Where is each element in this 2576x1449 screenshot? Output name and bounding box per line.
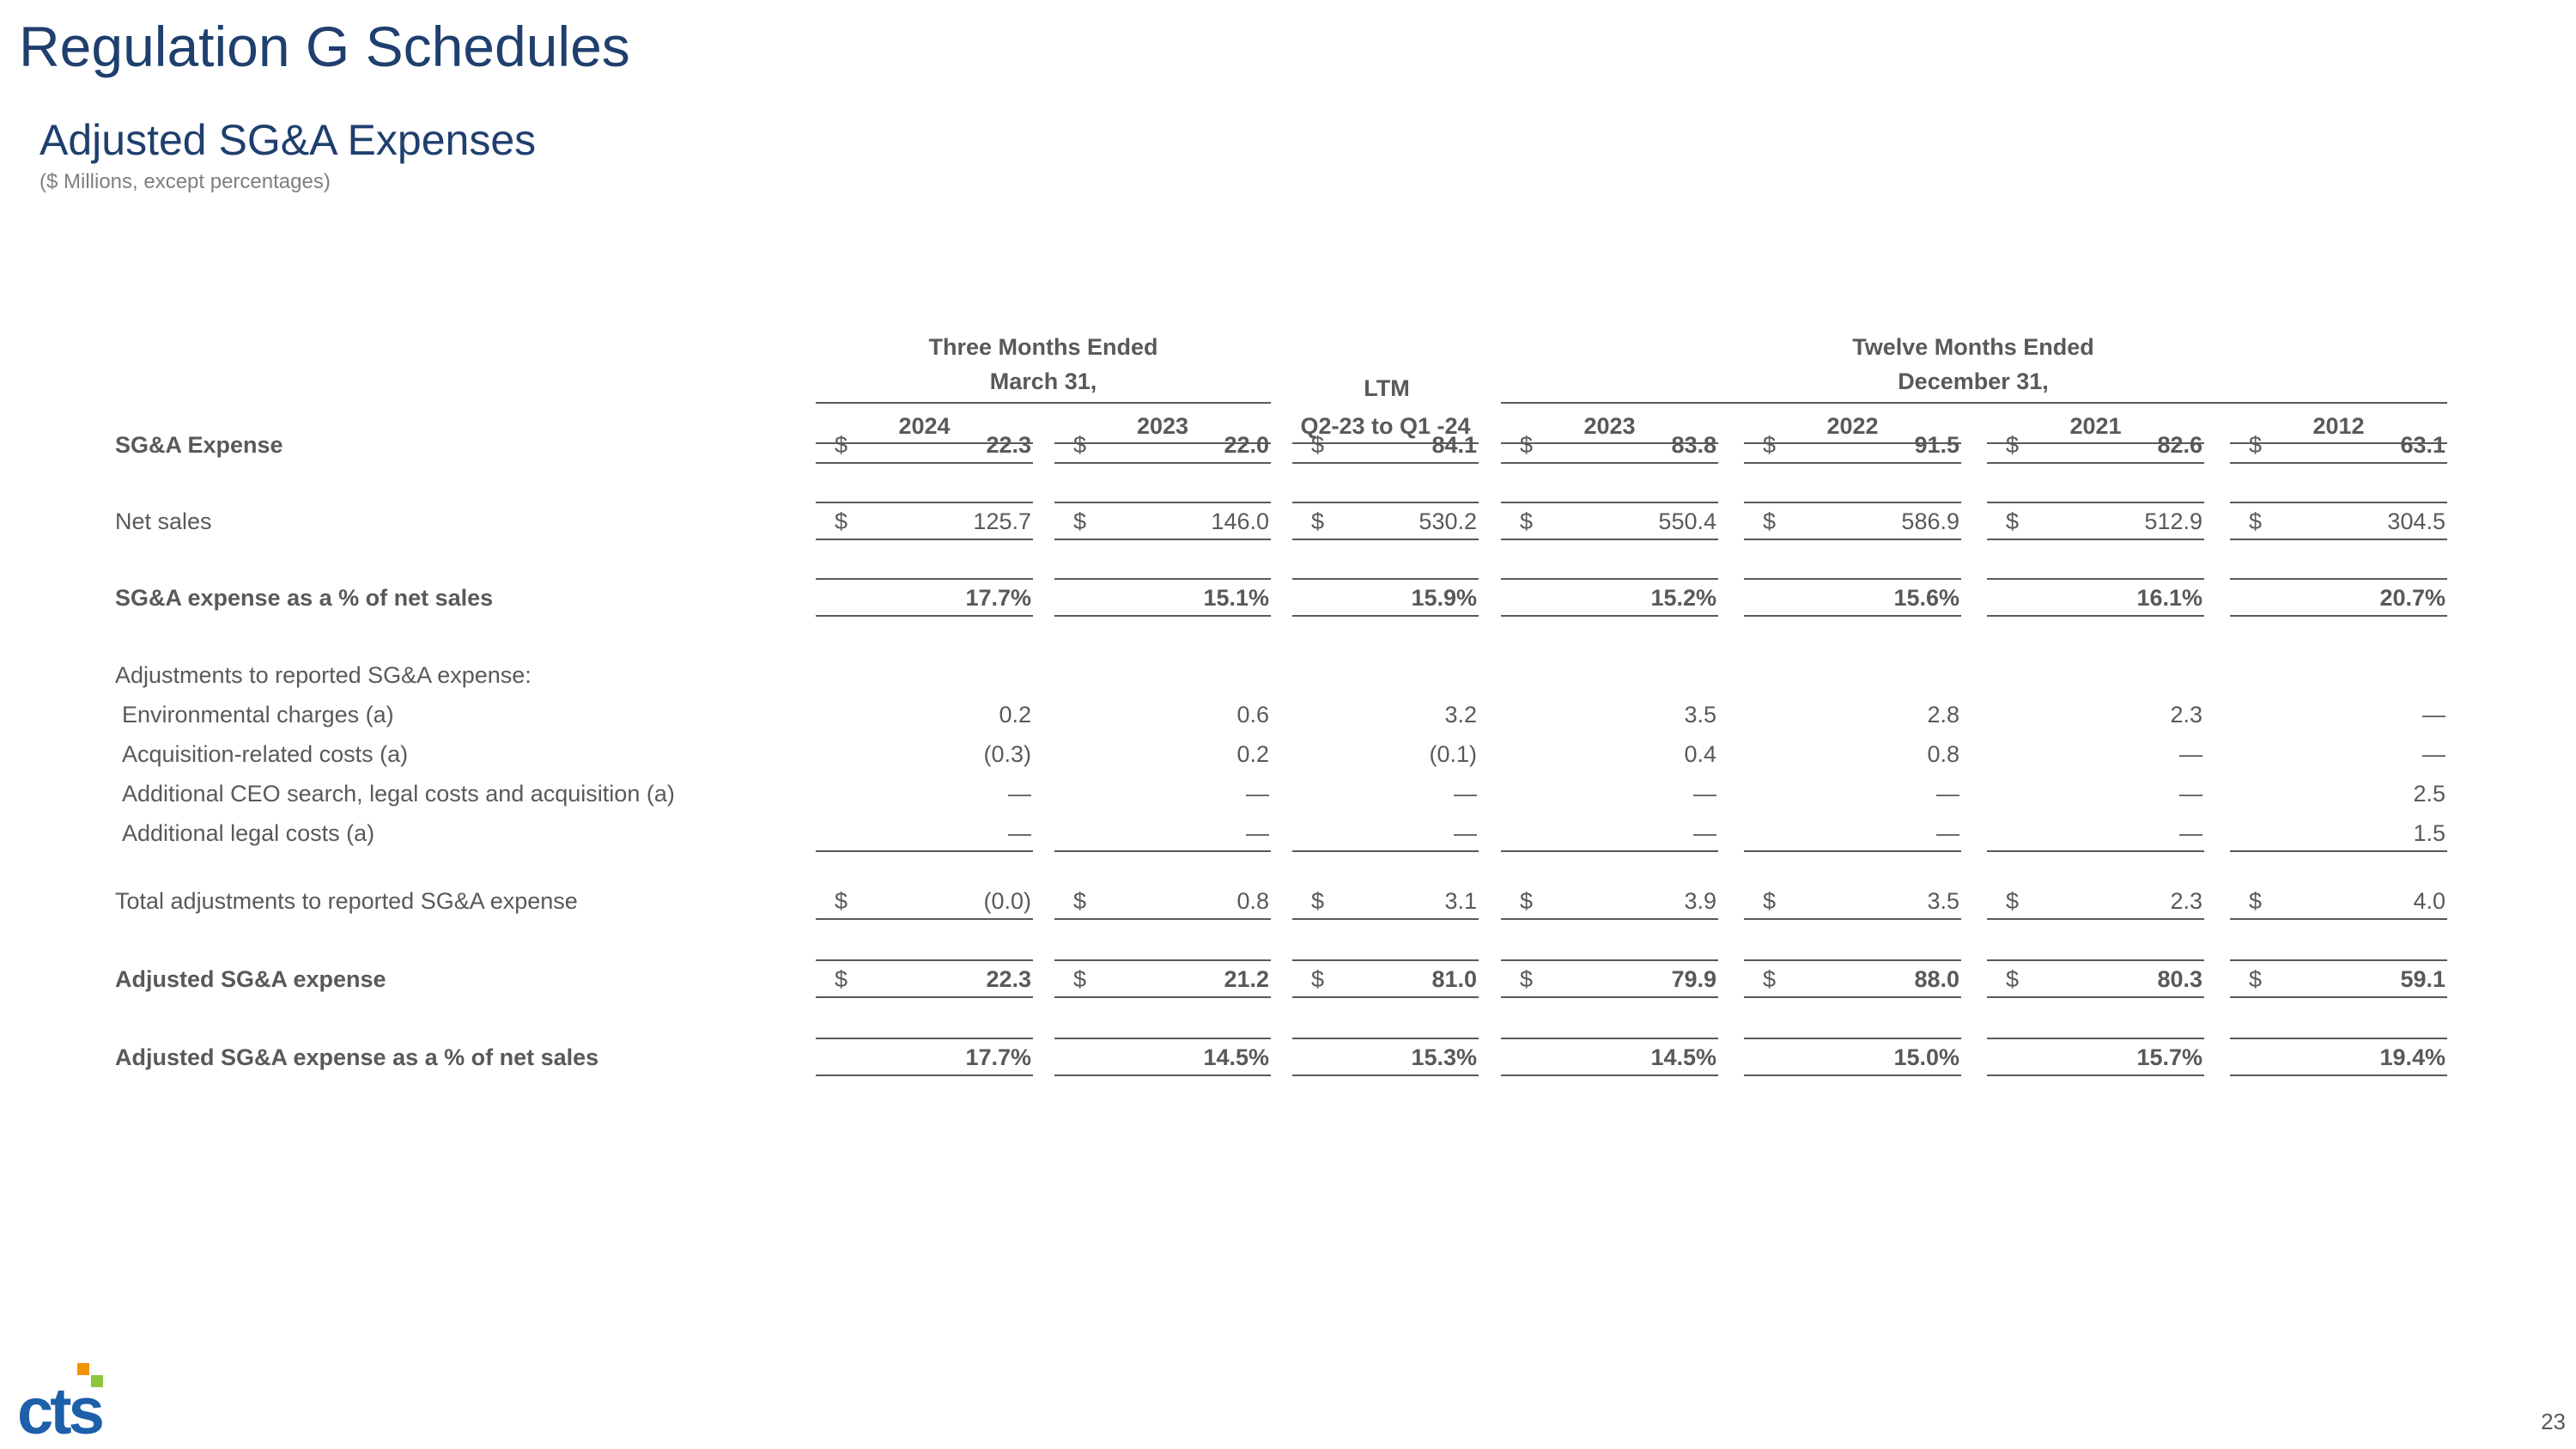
cell-overline: [1054, 578, 1271, 580]
table-cell: [1292, 697, 1479, 732]
table-cell: [1501, 884, 1718, 918]
cts-logo: [15, 1361, 153, 1439]
row-label: Total adjustments to reported SG&A expense: [115, 888, 578, 914]
cell-underline: [816, 1075, 1033, 1076]
cell-underline: [1501, 850, 1718, 852]
table-cell: [1501, 816, 1718, 850]
row-label: SG&A expense as a % of net sales: [115, 585, 494, 611]
table-cell: [1501, 1040, 1718, 1075]
cell-value: 22.3: [986, 432, 1031, 458]
cell-underline: [1292, 539, 1479, 540]
cell-value: 80.3: [2157, 966, 2202, 992]
cell-overline: [2230, 1038, 2447, 1039]
dollar-sign: $: [1311, 966, 1325, 992]
table-cell: [1744, 504, 1961, 539]
cell-value: 19.4%: [2379, 1044, 2445, 1070]
table-cell: [816, 816, 1033, 850]
row-label: Additional CEO search, legal costs and acquisition (a): [122, 781, 675, 807]
cell-overline: [1501, 578, 1718, 580]
dollar-sign: $: [835, 888, 848, 914]
cell-value: —: [2179, 741, 2202, 767]
header-three-months: [816, 330, 1271, 399]
column-header: 2024: [898, 413, 951, 439]
cell-overline: [1501, 502, 1718, 503]
table-cell: [816, 428, 1033, 462]
dollar-sign: $: [2249, 508, 2263, 534]
dollar-sign: $: [2006, 508, 2020, 534]
row-label: Adjusted SG&A expense as a % of net sales: [115, 1044, 599, 1070]
table-cell: [1501, 737, 1718, 771]
cell-value: 146.0: [1211, 508, 1269, 534]
cell-overline: [1987, 578, 2204, 580]
cell-overline: [1054, 959, 1271, 961]
cell-underline: [1744, 539, 1961, 540]
table-cell: [1744, 884, 1961, 918]
table-cell: [1501, 581, 1718, 615]
table-cell: [1987, 1040, 2204, 1075]
table-cell: [1054, 884, 1271, 918]
cell-underline: [816, 850, 1033, 852]
dollar-sign: $: [2249, 966, 2263, 992]
cell-value: 15.3%: [1411, 1044, 1477, 1070]
table-cell: [1054, 816, 1271, 850]
cell-value: 82.6: [2157, 432, 2202, 458]
table-cell: [1292, 776, 1479, 811]
cell-underline: [2230, 1075, 2447, 1076]
cell-value: 14.5%: [1650, 1044, 1716, 1070]
cell-underline: [1501, 615, 1718, 617]
logo-orange-square: [77, 1363, 89, 1375]
table-cell: [1292, 737, 1479, 771]
table-cell: [1292, 581, 1479, 615]
row-label: Acquisition-related costs (a): [122, 741, 409, 767]
dollar-sign: $: [835, 508, 848, 534]
cell-underline: [1292, 615, 1479, 617]
section-title: Adjusted SG&A Expenses: [39, 116, 537, 164]
cell-value: —: [1246, 820, 1269, 846]
table-cell: [1054, 962, 1271, 996]
table-cell: [1054, 504, 1271, 539]
cell-underline: [1744, 1075, 1961, 1076]
column-header: 2022: [1826, 413, 1879, 439]
cell-overline: [1987, 1038, 2204, 1039]
cell-value: 21.2: [1224, 966, 1269, 992]
column-header: 2023: [1583, 413, 1636, 439]
cell-underline: [816, 918, 1033, 920]
cell-value: (0.1): [1429, 741, 1477, 767]
table-cell: [1987, 504, 2204, 539]
table-cell: [2230, 816, 2447, 850]
cell-underline: [816, 615, 1033, 617]
cell-underline: [2230, 850, 2447, 852]
cell-value: —: [1936, 781, 1959, 807]
cell-value: 15.2%: [1650, 585, 1716, 611]
table-cell: [1744, 737, 1961, 771]
header-three-months-line2: March 31,: [989, 368, 1097, 394]
cell-underline: [2230, 615, 2447, 617]
cell-value: 125.7: [973, 508, 1031, 534]
cell-overline: [1987, 502, 2204, 503]
column-header: 2021: [2069, 413, 2122, 439]
table-cell: [2230, 1040, 2447, 1075]
cell-value: 22.3: [986, 966, 1031, 992]
cell-value: 0.6: [1236, 702, 1269, 728]
cell-underline: [2230, 918, 2447, 920]
table-cell: [1987, 816, 2204, 850]
table-cell: [816, 776, 1033, 811]
cell-value: —: [2422, 741, 2445, 767]
cell-underline: [816, 539, 1033, 540]
cell-value: 91.5: [1914, 432, 1959, 458]
dollar-sign: $: [1520, 508, 1534, 534]
cell-value: 79.9: [1671, 966, 1716, 992]
cell-value: 17.7%: [965, 1044, 1031, 1070]
table-cell: [2230, 697, 2447, 732]
cell-value: 4.0: [2413, 888, 2445, 914]
table-cell: [2230, 581, 2447, 615]
cell-value: 20.7%: [2379, 585, 2445, 611]
cell-underline: [1054, 850, 1271, 852]
table-cell: [1744, 1040, 1961, 1075]
cell-underline: [1744, 615, 1961, 617]
cell-value: 15.0%: [1893, 1044, 1959, 1070]
row-label: Additional legal costs (a): [122, 820, 375, 846]
cell-value: 15.1%: [1203, 585, 1269, 611]
dollar-sign: $: [1311, 888, 1325, 914]
dollar-sign: $: [2006, 966, 2020, 992]
table-cell: [2230, 737, 2447, 771]
cell-value: 0.8: [1236, 888, 1269, 914]
cell-overline: [1292, 578, 1479, 580]
cell-underline: [1501, 462, 1718, 464]
table-cell: [1292, 962, 1479, 996]
table-cell: [816, 581, 1033, 615]
table-cell: [816, 504, 1033, 539]
table-cell: [1744, 581, 1961, 615]
table-cell: [816, 884, 1033, 918]
row-label: Net sales: [115, 508, 212, 534]
cell-value: 63.1: [2400, 432, 2445, 458]
cell-underline: [1501, 539, 1718, 540]
row-label: Adjusted SG&A expense: [115, 966, 386, 992]
cell-underline: [1987, 918, 2204, 920]
cell-value: (0.0): [983, 888, 1031, 914]
dollar-sign: $: [1311, 508, 1325, 534]
cell-value: 17.7%: [965, 585, 1031, 611]
table-cell: [1744, 962, 1961, 996]
cell-value: —: [1693, 820, 1716, 846]
cell-underline: [1054, 918, 1271, 920]
table-cell: [1987, 884, 2204, 918]
row-label: SG&A Expense: [115, 432, 283, 458]
cell-value: (0.3): [983, 741, 1031, 767]
dollar-sign: $: [1073, 432, 1087, 458]
cell-value: 0.2: [999, 702, 1031, 728]
header-three-months-line1: Three Months Ended: [928, 334, 1158, 360]
cell-underline: [1292, 462, 1479, 464]
cell-value: 550.4: [1658, 508, 1716, 534]
cell-overline: [1054, 502, 1271, 503]
cell-value: 15.6%: [1893, 585, 1959, 611]
cell-overline: [1501, 1038, 1718, 1039]
cell-overline: [1744, 578, 1961, 580]
page-title: Regulation G Schedules: [19, 15, 630, 78]
table-cell: [1292, 816, 1479, 850]
cell-value: —: [1008, 820, 1031, 846]
cell-overline: [1501, 959, 1718, 961]
cell-overline: [1292, 502, 1479, 503]
cell-underline: [1292, 850, 1479, 852]
cell-value: 3.5: [1684, 702, 1716, 728]
table-cell: [1744, 428, 1961, 462]
cell-value: —: [2422, 702, 2445, 728]
cell-underline: [1744, 462, 1961, 464]
cell-overline: [816, 1038, 1033, 1039]
cell-underline: [1292, 1075, 1479, 1076]
cell-value: 0.2: [1236, 741, 1269, 767]
cell-value: 2.3: [2170, 888, 2202, 914]
table-cell: [1987, 581, 2204, 615]
cell-value: —: [1936, 820, 1959, 846]
table-cell: [1744, 776, 1961, 811]
cell-value: —: [1008, 781, 1031, 807]
table-cell: [816, 697, 1033, 732]
table-cell: [1744, 816, 1961, 850]
cell-value: 81.0: [1431, 966, 1477, 992]
dollar-sign: $: [1763, 508, 1777, 534]
cell-value: 15.7%: [2136, 1044, 2202, 1070]
header-twelve-months-line1: Twelve Months Ended: [1852, 334, 2094, 360]
table-cell: [1292, 1040, 1479, 1075]
units-note: ($ Millions, except percentages): [39, 170, 331, 193]
column-header: Q2-23 to Q1 -24: [1300, 413, 1471, 439]
cell-overline: [1744, 959, 1961, 961]
cell-underline: [816, 996, 1033, 998]
cell-value: 2.3: [2170, 702, 2202, 728]
cell-underline: [1987, 462, 2204, 464]
cell-value: 304.5: [2387, 508, 2445, 534]
cell-value: 3.2: [1444, 702, 1477, 728]
cell-overline: [2230, 502, 2447, 503]
cell-underline: [1744, 996, 1961, 998]
cell-value: 59.1: [2400, 966, 2445, 992]
cell-value: —: [2179, 781, 2202, 807]
dollar-sign: $: [1520, 966, 1534, 992]
header-twelve-months-line2: December 31,: [1898, 368, 2049, 394]
cell-value: 0.8: [1927, 741, 1959, 767]
table-cell: [816, 737, 1033, 771]
dollar-sign: $: [835, 432, 848, 458]
cell-underline: [1054, 539, 1271, 540]
cell-underline: [1054, 996, 1271, 998]
cell-overline: [1744, 502, 1961, 503]
cell-overline: [1292, 1038, 1479, 1039]
table-cell: [2230, 776, 2447, 811]
table-cell: [2230, 884, 2447, 918]
cell-value: 84.1: [1431, 432, 1477, 458]
table-cell: [1501, 697, 1718, 732]
table-cell: [2230, 428, 2447, 462]
dollar-sign: $: [2006, 432, 2020, 458]
header-twelve-months: [1501, 330, 2445, 399]
cell-underline: [1987, 1075, 2204, 1076]
cell-underline: [1054, 615, 1271, 617]
cell-value: 2.5: [2413, 781, 2445, 807]
cell-underline: [1987, 996, 2204, 998]
table-cell: [1501, 504, 1718, 539]
cell-underline: [1292, 918, 1479, 920]
cell-overline: [1292, 959, 1479, 961]
dollar-sign: $: [835, 966, 848, 992]
dollar-sign: $: [1520, 888, 1534, 914]
table-cell: [1501, 776, 1718, 811]
table-cell: [816, 1040, 1033, 1075]
table-cell: [1744, 697, 1961, 732]
cell-value: —: [1693, 781, 1716, 807]
dollar-sign: $: [2006, 888, 2020, 914]
cell-value: 3.5: [1927, 888, 1959, 914]
dollar-sign: $: [1311, 432, 1325, 458]
cell-underline: [1501, 918, 1718, 920]
cell-underline: [2230, 996, 2447, 998]
dollar-sign: $: [1073, 966, 1087, 992]
cell-overline: [2230, 959, 2447, 961]
table-cell: [1987, 962, 2204, 996]
column-header: 2012: [2312, 413, 2365, 439]
table-cell: [1987, 697, 2204, 732]
header-ltm: LTM: [1364, 375, 1410, 401]
cell-value: 14.5%: [1203, 1044, 1269, 1070]
cell-overline: [1987, 959, 2204, 961]
cell-value: 530.2: [1419, 508, 1477, 534]
table-cell: [1054, 776, 1271, 811]
page-number: 23: [2541, 1409, 2566, 1434]
cell-underline: [2230, 462, 2447, 464]
cell-value: 88.0: [1914, 966, 1959, 992]
table-cell: [1292, 428, 1479, 462]
header-rule-three-months: [816, 402, 1271, 404]
cell-value: —: [1454, 781, 1477, 807]
table-cell: [1054, 697, 1271, 732]
cell-underline: [1054, 1075, 1271, 1076]
table-cell: [1292, 884, 1479, 918]
cell-value: 2.8: [1927, 702, 1959, 728]
row-label: Environmental charges (a): [122, 702, 394, 728]
cell-value: —: [1246, 781, 1269, 807]
cell-value: 15.9%: [1411, 585, 1477, 611]
row-label: Adjustments to reported SG&A expense:: [115, 662, 532, 688]
cell-underline: [1744, 850, 1961, 852]
cell-value: 3.9: [1684, 888, 1716, 914]
table-cell: [2230, 504, 2447, 539]
table-cell: [1987, 737, 2204, 771]
cell-value: 0.4: [1684, 741, 1716, 767]
table-cell: [1054, 581, 1271, 615]
dollar-sign: $: [2249, 888, 2263, 914]
cell-underline: [1501, 1075, 1718, 1076]
table-cell: [1054, 737, 1271, 771]
dollar-sign: $: [2249, 432, 2263, 458]
cell-underline: [2230, 539, 2447, 540]
cell-overline: [816, 578, 1033, 580]
cell-value: —: [2179, 820, 2202, 846]
table-cell: [2230, 962, 2447, 996]
cell-overline: [2230, 578, 2447, 580]
dollar-sign: $: [1073, 888, 1087, 914]
cell-underline: [1501, 996, 1718, 998]
cell-value: —: [1454, 820, 1477, 846]
cell-underline: [1987, 615, 2204, 617]
table-cell: [1501, 962, 1718, 996]
cell-value: 586.9: [1901, 508, 1959, 534]
cell-value: 1.5: [2413, 820, 2445, 846]
table-cell: [1987, 428, 2204, 462]
cell-value: 3.1: [1444, 888, 1477, 914]
cell-overline: [1054, 1038, 1271, 1039]
cell-value: 83.8: [1671, 432, 1716, 458]
cell-value: 512.9: [2144, 508, 2202, 534]
dollar-sign: $: [1763, 966, 1777, 992]
table-cell: [1501, 428, 1718, 462]
table-cell: [816, 962, 1033, 996]
cell-value: 22.0: [1224, 432, 1269, 458]
cell-value: 16.1%: [2136, 585, 2202, 611]
cell-overline: [816, 502, 1033, 503]
table-cell: [1292, 504, 1479, 539]
cell-underline: [1744, 918, 1961, 920]
cell-underline: [1987, 539, 2204, 540]
cell-underline: [1292, 996, 1479, 998]
dollar-sign: $: [1763, 432, 1777, 458]
header-rule-twelve-months: [1501, 402, 2447, 404]
cell-underline: [1987, 850, 2204, 852]
cell-underline: [816, 462, 1033, 464]
cell-underline: [1054, 462, 1271, 464]
table-cell: [1054, 1040, 1271, 1075]
cell-overline: [1744, 1038, 1961, 1039]
logo-wordmark: cts: [17, 1375, 101, 1439]
dollar-sign: $: [1520, 432, 1534, 458]
dollar-sign: $: [1763, 888, 1777, 914]
cell-overline: [816, 959, 1033, 961]
table-cell: [1987, 776, 2204, 811]
dollar-sign: $: [1073, 508, 1087, 534]
column-header: 2023: [1136, 413, 1189, 439]
table-cell: [1054, 428, 1271, 462]
